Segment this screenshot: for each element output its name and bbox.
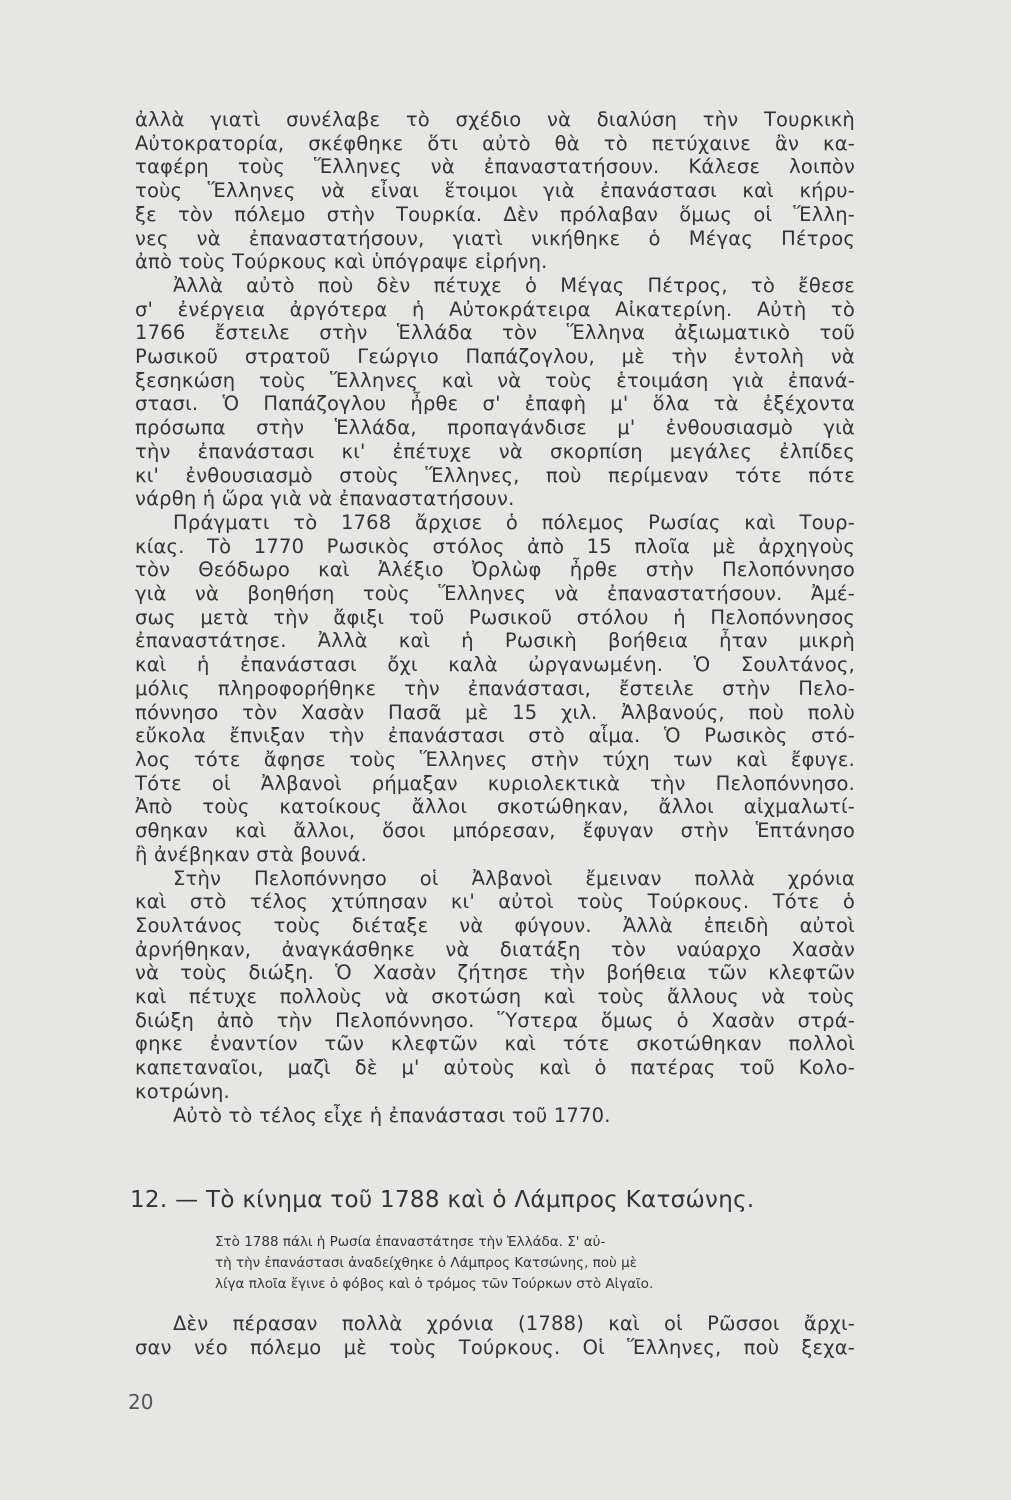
body-line: πόννησο τὸν Χασὰν Πασᾶ μὲ 15 χιλ. Ἀλβανούς, ποὺ πολὺ <box>135 700 855 724</box>
body-line: καὶ στὸ τέλος χτύπησαν κι' αὐτοὶ τοὺς Τούρκους. Τότε ὁ <box>135 890 855 914</box>
paragraph-start: Πράγματι τὸ 1768 ἄρχισε ὁ πόλεμος Ρωσίας καὶ Τουρ- <box>173 510 855 534</box>
body-line: λος τότε ἄφησε τοὺς Ἕλληνες στὴν τύχη των καὶ ἔφυγε. <box>135 747 855 771</box>
body-line: κίας. Τὸ 1770 Ρωσικὸς στόλος ἀπὸ 15 πλοῖα μὲ ἀρχηγοὺς <box>135 534 855 558</box>
body-line: Ἀπὸ τοὺς κατοίκους ἄλλοι σκοτώθηκαν, ἄλλοι αἰχμαλωτί- <box>135 795 855 819</box>
body-line: Τότε οἱ Ἀλβανοὶ ρήμαξαν κυριολεκτικὰ τὴν Πελοπόννησο. <box>135 771 855 795</box>
paragraph-start: Ἀλλὰ αὐτὸ ποὺ δὲν πέτυχε ὁ Μέγας Πέτρος, τὸ ἔθεσε <box>173 273 855 297</box>
body-line: φηκε ἐναντίον τῶν κλεφτῶν καὶ τότε σκοτώθηκαν πολλοὶ <box>135 1032 855 1056</box>
body-line: τὸν Θεόδωρο καὶ Ἀλέξιο Ὀρλὼφ ἦρθε στὴν Πελοπόννησο <box>135 558 855 582</box>
body-line: κοτρώνη. <box>135 1079 230 1103</box>
body-text-continued <box>135 1312 855 1359</box>
paragraph-start: Αὐτὸ τὸ τέλος εἶχε ἡ ἐπανάστασι τοῦ 1770. <box>173 1103 611 1127</box>
body-line: Αὐτοκρατορία, σκέφθηκε ὅτι αὐτὸ θὰ τὸ πετύχαινε ἂν κα- <box>135 131 855 155</box>
body-line: τὴν ἐπανάστασι κι' ἐπέτυχε νὰ σκορπίση μεγάλες ἐλπίδες <box>135 439 855 463</box>
page-number: 20 <box>128 1390 154 1414</box>
body-line: νες νὰ ἐπαναστατήσουν, γιατὶ νικήθηκε ὁ Μέγας Πέτρος <box>135 226 855 250</box>
body-line: καὶ ἡ ἐπανάστασι ὄχι καλὰ ὠργανωμένη. Ὁ Σουλτάνος, <box>135 653 855 677</box>
section-heading: 12. — Τὸ κίνημα τοῦ 1788 καὶ ὁ Λάμπρος Κατσώνης. <box>130 1187 755 1213</box>
body-line: διώξη ἀπὸ τὴν Πελοπόννησο. Ὕστερα ὅμως ὁ Χασὰν στρά- <box>135 1008 855 1032</box>
section-summary <box>215 1232 855 1295</box>
summary-line: τὴ τὴν ἐπανάστασι ἀναδείχθηκε ὁ Λάμπρος Κατσώνης, ποὺ μὲ <box>215 1255 638 1271</box>
paragraph-start: Δὲν πέρασαν πολλὰ χρόνια (1788) καὶ οἱ Ρῶσσοι ἄρχι- <box>173 1312 855 1335</box>
body-line: Ρωσικοῦ στρατοῦ Γεώργιο Παπάζογλου, μὲ τὴν ἐντολὴ νὰ <box>135 345 855 369</box>
body-line: 1766 ἔστειλε στὴν Ἑλλάδα τὸν Ἕλληνα ἀξιωματικὸ τοῦ <box>135 321 855 345</box>
body-line: ξεσηκώση τοὺς Ἕλληνες καὶ νὰ τοὺς ἑτοιμάση γιὰ ἐπανά- <box>135 368 855 392</box>
body-line: νὰ τοὺς διώξη. Ὁ Χασὰν ζήτησε τὴν βοήθεια τῶν κλεφτῶν <box>135 961 855 985</box>
body-line: κι' ἐνθουσιασμὸ στοὺς Ἕλληνες, ποὺ περίμεναν τότε πότε <box>135 463 855 487</box>
body-line: ἐπαναστάτησε. Ἀλλὰ καὶ ἡ Ρωσικὴ βοήθεια ἦταν μικρὴ <box>135 629 855 653</box>
body-text <box>135 108 855 1127</box>
body-line: σαν νέο πόλεμο μὲ τοὺς Τούρκους. Οἱ Ἕλληνες, ποὺ ξεχα- <box>135 1335 855 1359</box>
body-line: γιὰ νὰ βοηθήση τοὺς Ἕλληνες νὰ ἐπαναστατήσουν. Ἀμέ- <box>135 582 855 606</box>
body-line: ξε τὸν πόλεμο στὴν Τουρκία. Δὲν πρόλαβαν ὅμως οἱ Ἕλλη- <box>135 202 855 226</box>
summary-line: Στὸ 1788 πάλι ἡ Ρωσία ἐπαναστάτησε τὴν Ἑλλάδα. Σ' αὐ- <box>215 1234 606 1250</box>
body-line: εὔκολα ἔπνιξαν τὴν ἐπανάστασι στὸ αἷμα. Ὁ Ρωσικὸς στό- <box>135 724 855 748</box>
body-line: σως μετὰ τὴν ἄφιξι τοῦ Ρωσικοῦ στόλου ἡ Πελοπόννησος <box>135 605 855 629</box>
body-line: νάρθη ἡ ὥρα γιὰ νὰ ἐπαναστατήσουν. <box>135 487 515 511</box>
body-line: ἀπὸ τοὺς Τούρκους καὶ ὑπόγραψε εἰρήνη. <box>135 250 548 274</box>
body-line: καὶ πέτυχε πολλοὺς νὰ σκοτώση καὶ τοὺς ἄλλους νὰ τοὺς <box>135 985 855 1009</box>
body-line: καπεταναῖοι, μαζὶ δὲ μ' αὐτοὺς καὶ ὁ πατέρας τοῦ Κολο- <box>135 1056 855 1080</box>
body-line: μόλις πληροφορήθηκε τὴν ἐπανάστασι, ἔστειλε στὴν Πελο- <box>135 676 855 700</box>
body-line: ἀρνήθηκαν, ἀναγκάσθηκε νὰ διατάξη τὸν ναύαρχο Χασὰν <box>135 937 855 961</box>
body-line: σ' ἐνέργεια ἀργότερα ἡ Αὐτοκράτειρα Αἰκατερίνη. Αὐτὴ τὸ <box>135 297 855 321</box>
body-line: ἢ ἀνέβηκαν στὰ βουνά. <box>135 842 368 866</box>
body-line: Σουλτάνος τοὺς διέταξε νὰ φύγουν. Ἀλλὰ ἐπειδὴ αὐτοὶ <box>135 913 855 937</box>
summary-line: λίγα πλοῖα ἔγινε ὁ φόβος καὶ ὁ τρόμος τῶν Τούρκων στὸ Αἰγαῖο. <box>215 1276 654 1292</box>
paragraph-start: Στὴν Πελοπόννησο οἱ Ἀλβανοὶ ἔμειναν πολλὰ χρόνια <box>173 866 855 890</box>
body-line: ταφέρη τοὺς Ἕλληνες νὰ ἐπαναστατήσουν. Κάλεσε λοιπὸν <box>135 155 855 179</box>
body-line: ἀλλὰ γιατὶ συνέλαβε τὸ σχέδιο νὰ διαλύση τὴν Τουρκικὴ <box>135 108 855 131</box>
body-line: πρόσωπα στὴν Ἑλλάδα, προπαγάνδισε μ' ἐνθουσιασμὸ γιὰ <box>135 416 855 440</box>
body-line: σθηκαν καὶ ἄλλοι, ὅσοι μπόρεσαν, ἔφυγαν στὴν Ἑπτάνησο <box>135 819 855 843</box>
body-line: στασι. Ὁ Παπάζογλου ἦρθε σ' ἐπαφὴ μ' ὅλα τὰ ἐξέχοντα <box>135 392 855 416</box>
body-line: τοὺς Ἕλληνες νὰ εἶναι ἕτοιμοι γιὰ ἐπανάστασι καὶ κήρυ- <box>135 179 855 203</box>
